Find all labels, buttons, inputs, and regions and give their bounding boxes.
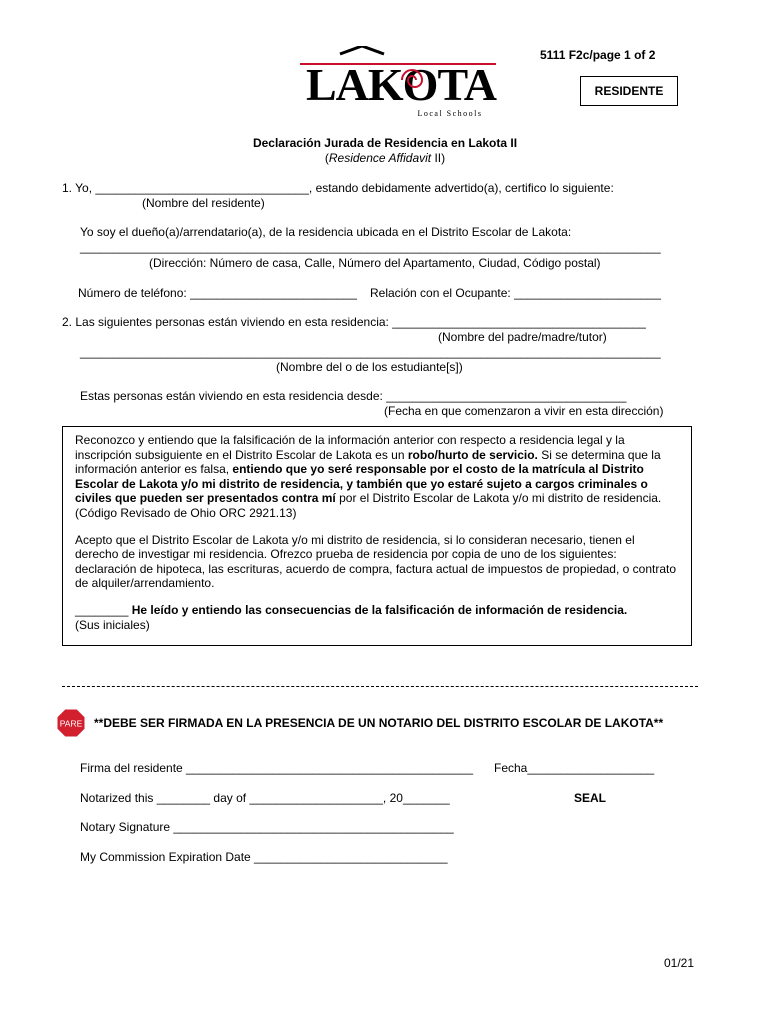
since-date-caption: (Fecha en que comenzaron a vivir en esta dirección) <box>384 404 664 418</box>
phone-field: Número de teléfono: _________________________ <box>78 286 357 300</box>
parent-name-caption: (Nombre del padre/madre/tutor) <box>438 330 607 344</box>
stop-sign-icon <box>56 708 86 738</box>
students-blank-line: _______________________________________________________________________________________ <box>80 345 661 359</box>
seal-label: SEAL <box>574 791 607 805</box>
students-caption: (Nombre del o de los estudiante[s]) <box>276 360 463 374</box>
cut-divider <box>62 686 698 687</box>
legal-paragraph-1: Reconozco y entiendo que la falsificación de la información anterior con respecto a residencia legal y la inscripción subsiguiente en el Distrito Escolar de Lakota es un robo/hurto de servicio. Si se determina que la información anterior es falsa, entiendo que yo seré responsable por el costo de la matrícula al Distrito Escolar de Lakota y/o mi distrito de residencia, y también que yo estaré sujeto a cargos criminales o civiles que pueden ser presentados contra mí por el Distrito Escolar de Lakota y/o mi distrito de residencia. (Código Revisado de Ohio ORC 2921.13) <box>75 433 662 520</box>
legal-paragraph-2: Acepto que el Distrito Escolar de Lakota y/o mi distrito de residencia, si lo consideran necesario, tienen el derecho de investigar mi residencia. Ofrezco prueba de residencia por copia de uno de los siguientes: declaración de hipoteca, las escrituras, acuerdo de compra, factura actual de impuestos de propiedad, o contrato de alquiler/arrendamiento. <box>75 532 677 591</box>
notarized-date-field: Notarized this ________ day of ____________________, 20_______ <box>80 791 450 805</box>
resident-name-caption: (Nombre del residente) <box>142 196 265 210</box>
logo-wordmark: LAKOTA <box>306 59 496 110</box>
residente-badge: RESIDENTE <box>580 76 678 106</box>
initials-line: ________ He leído y entiendo las consecuencias de la falsificación de información de residencia. <box>75 602 628 617</box>
relation-field: Relación con el Ocupante: ______________________ <box>370 286 661 300</box>
legal-acknowledgement-box <box>62 426 692 646</box>
since-date-line: Estas personas están viviendo en esta residencia desde: ____________________________________ <box>80 389 627 403</box>
initials-caption: (Sus iniciales) <box>75 617 150 632</box>
logo-subtitle: Local Schools <box>417 109 483 118</box>
commission-expiration-field: My Commission Expiration Date _____________________________ <box>80 850 448 864</box>
resident-name-line: 1. Yo, ________________________________, estando debidamente advertido(a), certifico lo siguiente: <box>62 181 614 195</box>
lakota-logo <box>300 46 500 120</box>
ownership-statement: Yo soy el dueño(a)/arrendatario(a), de la residencia ubicada en el Distrito Escolar de Lakota: <box>80 225 572 239</box>
address-caption: (Dirección: Número de casa, Calle, Número del Apartamento, Ciudad, Código postal) <box>149 256 601 270</box>
notary-warning: **DEBE SER FIRMADA EN LA PRESENCIA DE UN NOTARIO DEL DISTRITO ESCOLAR DE LAKOTA** <box>94 716 664 730</box>
document-subtitle: (Residence Affidavit II) <box>324 151 446 165</box>
occupants-line: 2. Las siguientes personas están viviendo en esta residencia: ______________________________________ <box>62 315 646 329</box>
resident-signature-field: Firma del residente ___________________________________________ <box>80 761 474 775</box>
svg-text:PARE: PARE <box>59 718 83 729</box>
notary-signature-field: Notary Signature __________________________________________ <box>80 820 454 834</box>
document-title: Declaración Jurada de Residencia en Lakota II <box>252 136 518 150</box>
signature-date-field: Fecha___________________ <box>494 761 655 775</box>
form-id: 5111 F2c/page 1 of 2 <box>540 48 656 62</box>
revision-code: 01/21 <box>664 956 695 970</box>
address-blank-line: _______________________________________________________________________________________ <box>80 240 661 254</box>
